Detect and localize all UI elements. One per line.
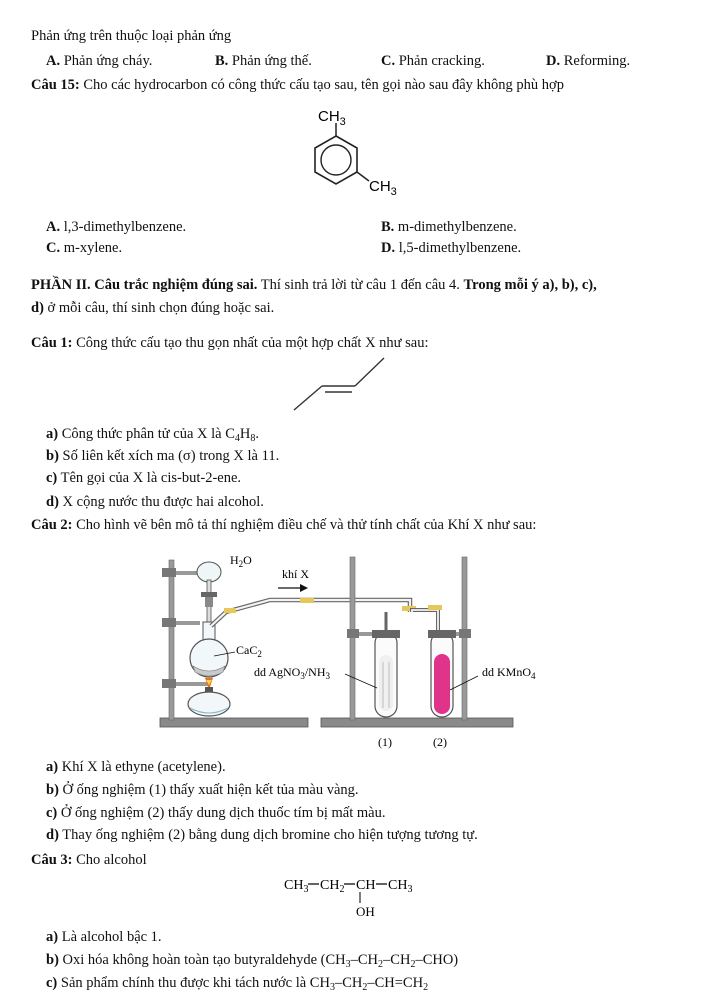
q15-stem: Câu 15: Cho các hydrocarbon có công thức cấu tạo sau, tên gọi nào sau đây không phù hợp [31,77,564,93]
q14-option-b[interactable]: B. Phản ứng thế. [215,53,312,69]
q1-item-c[interactable]: c) Tên gọi của X là cis-but-2-ene. [46,470,242,486]
part2-heading: PHẦN II. Câu trắc nghiệm đúng sai. Thí sinh trả lời từ câu 1 đến câu 4. Trong mỗi ý a), b), c), [31,277,597,293]
q15-option-b[interactable]: B. m-dimethylbenzene. [381,219,517,235]
q3-item-c[interactable]: c) Sản phẩm chính thu được khi tách nước là $CH_3-CH_2-CH=CH_2$ [46,975,429,993]
q1-item-a[interactable]: a) Công thức phân tử của X là $C_4H_8$. [46,426,259,444]
q14-stem: Phản ứng trên thuộc loại phản ứng [31,28,232,44]
formula-ch2: $CH_2$ [320,878,345,895]
label-calcium-carbide: CaC$_2$ [236,643,262,659]
part2-heading-line2: d) ở mỗi câu, thí sinh chọn đúng hoặc sai. [31,300,275,316]
label-tube-1: (1) [378,735,392,749]
label-permanganate: dd KMnO$_4$ [482,665,536,681]
label-silver-nitrate: dd $AgNO_3/NH_3$ [254,665,331,681]
methyl-side-label: $CH_3$ [369,178,397,198]
q15-option-c[interactable]: C. m-xylene. [46,240,123,256]
q15-option-d[interactable]: D. l,5-dimethylbenzene. [381,240,522,256]
q3-item-a[interactable]: a) Là alcohol bậc 1. [46,929,162,945]
label-tube-2: (2) [433,735,447,749]
label-water: $H_2O$ [230,553,252,569]
q2-item-d[interactable]: d) Thay ống nghiệm (2) bằng dung dịch bromine cho hiện tượng tương tự. [46,827,478,843]
q3-stem: Câu 3: Cho alcohol [31,852,147,868]
q1-stem: Câu 1: Công thức cấu tạo thu gọn nhất của một hợp chất X như sau: [31,335,429,351]
q2-item-c[interactable]: c) Ở ống nghiệm (2) thấy dung dịch thuốc tím bị mất màu. [46,805,386,821]
methyl-top-label: $CH_3$ [318,108,346,128]
q15-option-a[interactable]: A. l,3-dimethylbenzene. [46,219,187,235]
q2-stem: Câu 2: Cho hình vẽ bên mô tả thí nghiệm điều chế và thử tính chất của Khí X như sau: [31,517,537,533]
q3-item-b[interactable]: b) Oxi hóa không hoàn toàn tạo butyraldehyde $(CH_3-CH_2-CH_2-CHO)$ [46,952,459,970]
q14-option-c[interactable]: C. Phản cracking. [381,53,485,69]
formula-oh: OH [356,904,375,919]
q14-option-d[interactable]: D. Reforming. [546,53,631,69]
formula-ch3-1: $CH_3$ [284,878,309,895]
formula-ch: CH [356,878,376,893]
formula-ch3-2: $CH_3$ [388,878,413,895]
q2-item-b[interactable]: b) Ở ống nghiệm (1) thấy xuất hiện kết tủa màu vàng. [46,782,359,798]
q14-option-a[interactable]: A. Phản ứng cháy. [46,53,153,69]
q1-item-d[interactable]: d) X cộng nước thu được hai alcohol. [46,494,264,510]
q1-item-b[interactable]: b) Số liên kết xích ma (σ) trong X là 11. [46,448,280,464]
label-gas-x: khí X [282,567,309,581]
q2-item-a[interactable]: a) Khí X là ethyne (acetylene). [46,759,226,775]
